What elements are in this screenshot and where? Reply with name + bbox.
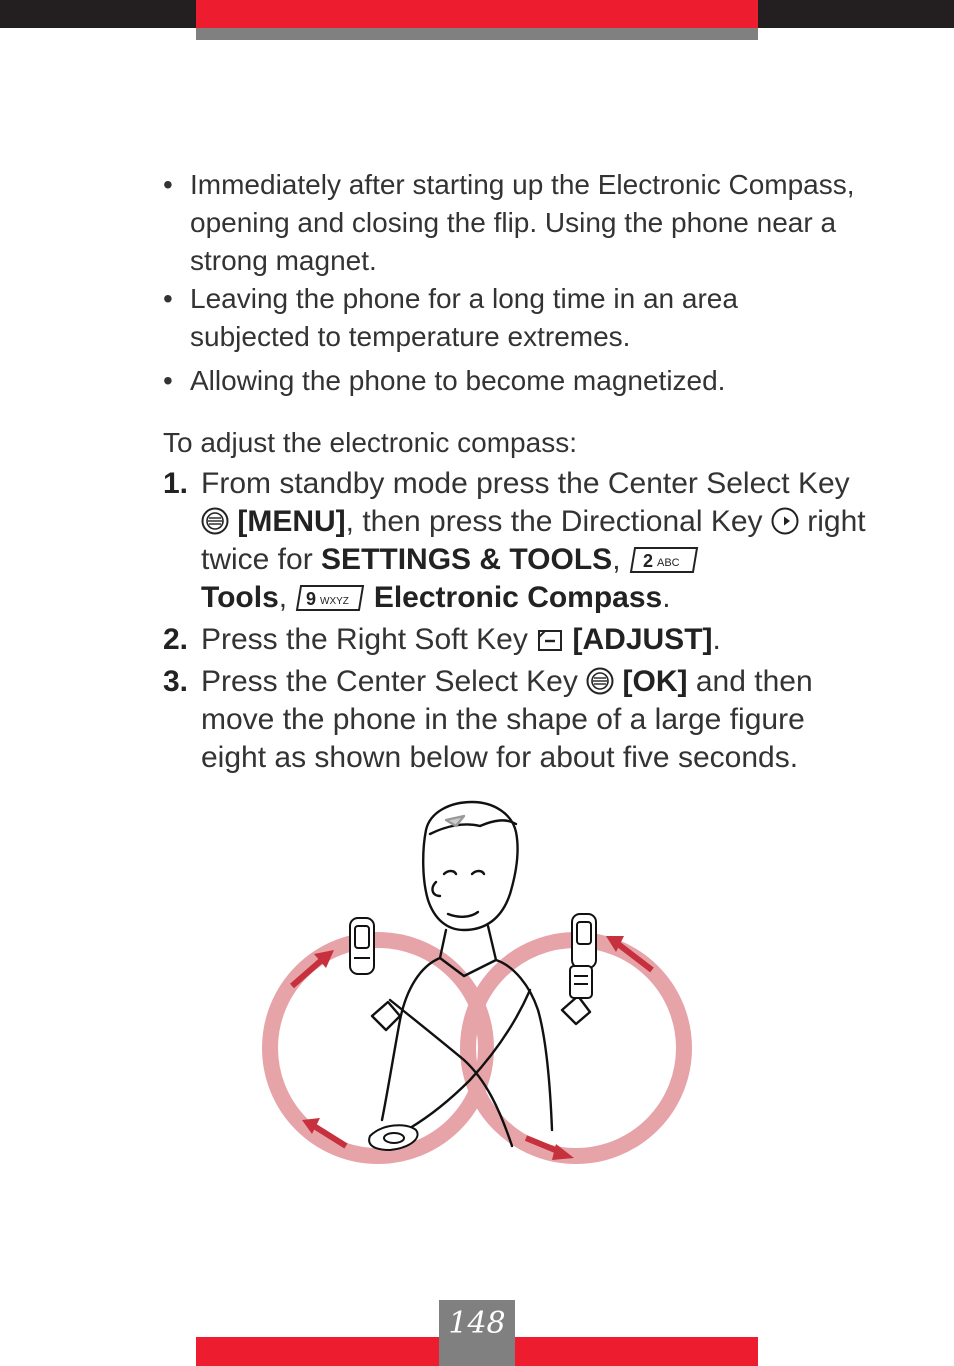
svg-text:9: 9: [306, 589, 317, 609]
bullet-item: [163, 280, 863, 356]
step-list: [163, 465, 873, 781]
bullet-list: [163, 166, 863, 400]
step-text: .: [662, 581, 671, 614]
bullet-item: [163, 166, 863, 280]
step-text: From standby mode press the Center Select Key: [201, 467, 850, 500]
right-soft-key-icon: [536, 625, 564, 653]
svg-text:ABC: ABC: [656, 557, 680, 569]
left-loop: [270, 940, 486, 1156]
bullet-dot: •: [163, 169, 173, 200]
center-select-key-icon: [201, 507, 229, 535]
step-bold: SETTINGS & TOOLS: [321, 543, 613, 576]
key-2-abc-icon: [629, 546, 699, 574]
step-bold: [ADJUST]: [572, 623, 713, 656]
bullet-text: Leaving the phone for a long time in an area subjected to temperature extremes.: [190, 283, 738, 352]
step-number: 1.: [163, 467, 189, 500]
step-text: Press the Right Soft Key: [201, 623, 528, 656]
step-bold: [MENU]: [237, 505, 346, 538]
phone-left: [350, 918, 374, 974]
bullet-dot: •: [163, 365, 173, 396]
step-bold: Electronic Compass: [373, 581, 663, 614]
bullet-text: Allowing the phone to become magnetized.: [190, 365, 726, 396]
step-2: [163, 621, 873, 659]
step-number: 2.: [163, 623, 189, 656]
step-text: ,: [612, 543, 621, 576]
header-band-red: [196, 0, 758, 28]
bullet-text: Immediately after starting up the Electronic Compass, opening and closing the flip. Using the phone near a strong magnet.: [190, 169, 855, 276]
phone-right: [570, 914, 596, 998]
center-select-key-icon: [586, 667, 614, 695]
step-1: [163, 465, 873, 617]
step-text: right twice for: [201, 505, 866, 576]
step-bold: [OK]: [622, 665, 688, 698]
intro-text: To adjust the electronic compass:: [163, 427, 577, 458]
header-band-gray: [196, 28, 758, 40]
key-9-wxyz-icon: [295, 584, 365, 612]
step-3: [163, 663, 873, 777]
svg-text:2: 2: [642, 551, 653, 571]
step-bold: Tools: [201, 581, 279, 614]
step-text: ,: [278, 581, 288, 614]
figure-eight-illustration: [250, 790, 710, 1180]
bullet-item: [163, 362, 863, 400]
step-text: and then move the phone in the shape of a large figure eight as shown below for about five seconds.: [201, 665, 813, 774]
svg-text:WXYZ: WXYZ: [320, 596, 350, 607]
step-text: .: [712, 623, 721, 656]
step-number: 3.: [163, 665, 189, 698]
page-number: 148: [448, 1306, 506, 1341]
bullet-dot: •: [163, 283, 173, 314]
step-text: Press the Center Select Key: [201, 665, 578, 698]
step-text: , then press the Directional Key: [345, 505, 763, 538]
directional-key-right-icon: [771, 507, 799, 535]
